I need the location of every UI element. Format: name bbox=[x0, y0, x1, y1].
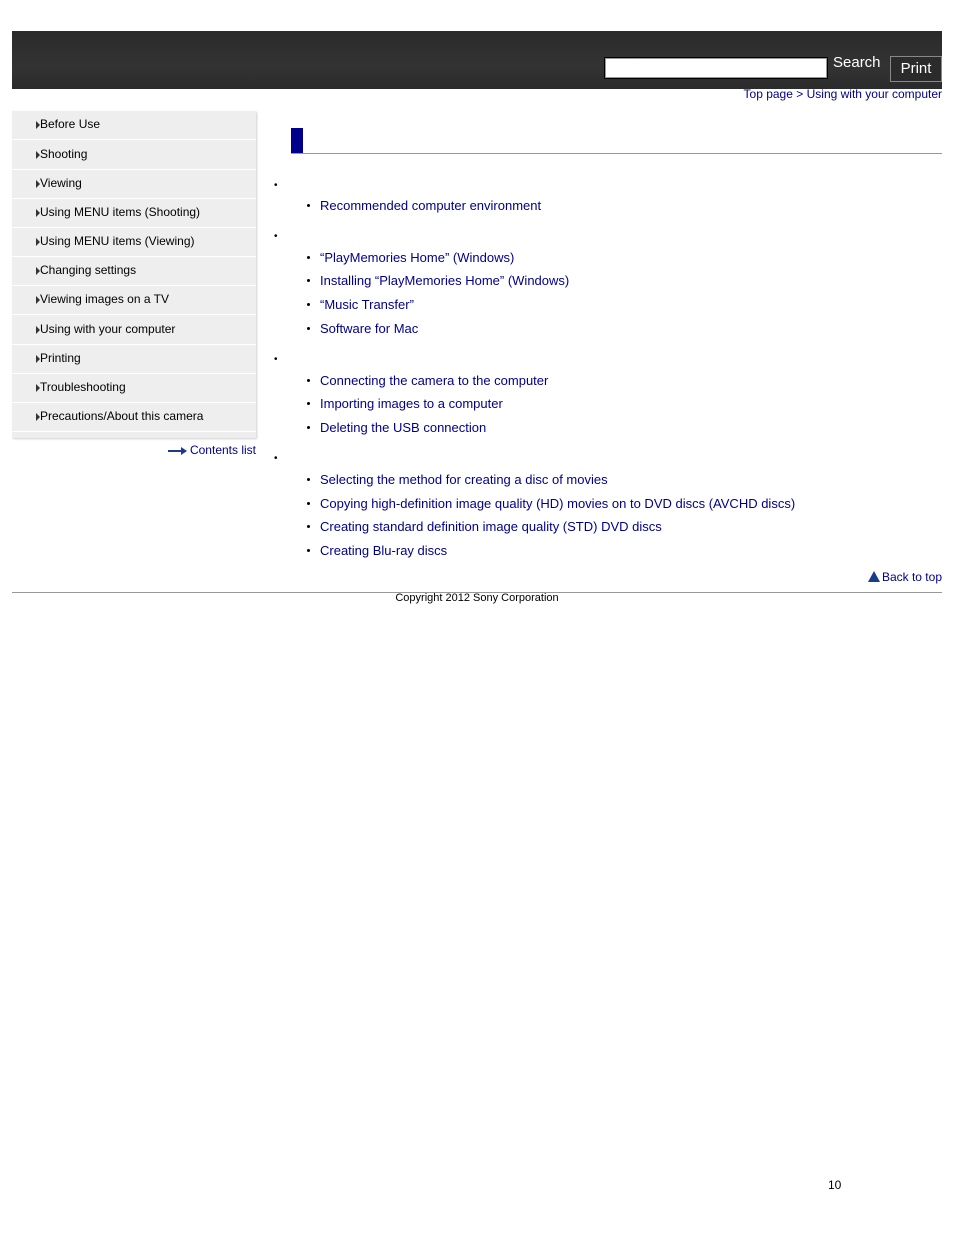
sidebar-item-menu-viewing[interactable] bbox=[12, 228, 256, 257]
sidebar-item-label: Changing settings bbox=[40, 263, 137, 277]
bullet-icon bbox=[307, 379, 310, 382]
sidebar-item-before-use[interactable] bbox=[12, 111, 256, 140]
breadcrumb-current-link[interactable]: Using with your computer bbox=[806, 87, 942, 101]
link-text: “Music Transfer” bbox=[320, 297, 414, 312]
sidebar-item-menu-shooting[interactable] bbox=[12, 199, 256, 228]
sidebar-item-label: Troubleshooting bbox=[40, 380, 126, 394]
bullet-icon bbox=[307, 256, 310, 259]
sidebar-item-viewing-tv[interactable] bbox=[12, 286, 256, 315]
back-to-top-link[interactable] bbox=[868, 570, 942, 584]
sidebar-item-shooting[interactable] bbox=[12, 141, 256, 170]
link-text: “PlayMemories Home” (Windows) bbox=[320, 250, 515, 265]
section-bullet: • bbox=[274, 231, 278, 242]
sidebar-item-precautions[interactable] bbox=[12, 403, 256, 432]
search-button[interactable]: Search bbox=[833, 54, 881, 71]
sidebar-item-label: Before Use bbox=[40, 117, 101, 131]
sidebar-item-label: Shooting bbox=[40, 147, 88, 161]
link-text: Installing “PlayMemories Home” (Windows) bbox=[320, 273, 570, 288]
bullet-icon bbox=[307, 426, 310, 429]
sidebar-item-label: Printing bbox=[40, 351, 81, 365]
bullet-icon bbox=[307, 478, 310, 481]
link-text: Deleting the USB connection bbox=[320, 420, 487, 435]
bullet-icon bbox=[307, 525, 310, 528]
sidebar-item-label: Precautions/About this camera bbox=[40, 409, 204, 423]
sidebar-item-label: Using MENU items (Shooting) bbox=[40, 205, 201, 219]
bullet-icon bbox=[307, 549, 310, 552]
copyright-text: Copyright 2012 Sony Corporation bbox=[395, 592, 559, 604]
sidebar-item-changing-settings[interactable] bbox=[12, 257, 256, 286]
sidebar-item-troubleshooting[interactable] bbox=[12, 374, 256, 403]
search-input[interactable] bbox=[605, 58, 827, 78]
back-to-top-label: Back to top bbox=[881, 570, 942, 584]
link-text: Selecting the method for creating a disc of movies bbox=[320, 472, 608, 487]
link-text: Importing images to a computer bbox=[320, 396, 503, 411]
section-bullet: • bbox=[274, 453, 278, 464]
print-button[interactable]: Print bbox=[890, 56, 942, 82]
sidebar-item-viewing[interactable] bbox=[12, 170, 256, 199]
bullet-icon bbox=[307, 327, 310, 330]
link-text: Creating Blu-ray discs bbox=[320, 543, 448, 558]
sidebar-item-label: Viewing images on a TV bbox=[40, 292, 169, 306]
arrow-right-icon bbox=[168, 447, 188, 455]
bullet-icon bbox=[307, 502, 310, 505]
sidebar-item-label: Using with your computer bbox=[40, 322, 176, 336]
breadcrumb-top-link[interactable]: Top page bbox=[743, 87, 793, 101]
section-bullet: • bbox=[274, 354, 278, 365]
bullet-icon bbox=[307, 204, 310, 207]
contents-list-label: Contents list bbox=[189, 443, 256, 457]
page-title-marker bbox=[291, 128, 303, 153]
triangle-up-icon bbox=[868, 571, 880, 582]
section-bullet: • bbox=[274, 180, 278, 191]
sidebar-item-using-computer[interactable] bbox=[12, 316, 256, 345]
bullet-icon bbox=[307, 402, 310, 405]
sidebar-item-label: Viewing bbox=[40, 176, 82, 190]
page-number: 10 bbox=[828, 1178, 842, 1192]
link-text: Recommended computer environment bbox=[320, 198, 542, 213]
breadcrumb-separator: > bbox=[792, 87, 807, 101]
sidebar bbox=[12, 111, 256, 438]
link-text: Connecting the camera to the computer bbox=[320, 373, 549, 388]
bullet-icon bbox=[307, 279, 310, 282]
link-text: Software for Mac bbox=[320, 321, 419, 336]
sidebar-item-label: Using MENU items (Viewing) bbox=[40, 234, 195, 248]
link-text: Creating standard definition image quality (STD) DVD discs bbox=[320, 519, 662, 534]
title-divider bbox=[291, 153, 942, 154]
sidebar-item-printing[interactable] bbox=[12, 345, 256, 374]
link-text: Copying high-definition image quality (HD) movies on to DVD discs (AVCHD discs) bbox=[320, 496, 796, 511]
contents-list-link[interactable] bbox=[168, 443, 256, 457]
breadcrumb bbox=[744, 87, 942, 101]
bullet-icon bbox=[307, 303, 310, 306]
